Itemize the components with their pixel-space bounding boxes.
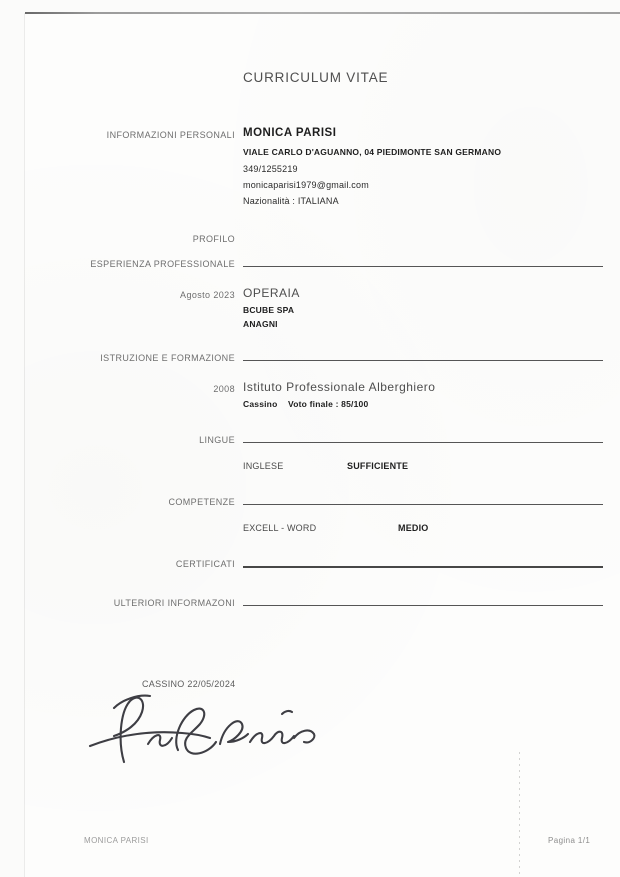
person-email: monicaparisi1979@gmail.com xyxy=(243,180,369,190)
section-label-ulteriori: ULTERIORI INFORMAZONI xyxy=(113,598,235,608)
scan-top-edge-line xyxy=(25,12,620,14)
language-name: INGLESE xyxy=(243,461,284,471)
education-place: Cassino xyxy=(243,399,278,409)
page-title: CURRICULUM VITAE xyxy=(243,70,389,85)
section-rule-esperienza xyxy=(243,266,603,267)
section-label-istruzione: ISTRUZIONE E FORMAZIONE xyxy=(100,353,235,363)
section-rule-ulteriori xyxy=(243,605,603,606)
skill-name: EXCELL - WORD xyxy=(243,523,317,533)
personal-info-label: INFORMAZIONI PERSONALI xyxy=(106,130,235,140)
experience-role: OPERAIA xyxy=(243,286,300,300)
footer-name: MONICA PARISI xyxy=(84,836,149,845)
section-label-lingue: LINGUE xyxy=(199,435,235,445)
footer-page-number: Pagina 1/1 xyxy=(548,836,591,845)
education-grade: Voto finale : 85/100 xyxy=(288,399,369,409)
person-nationality: Nazionalità : ITALIANA xyxy=(243,196,339,206)
scan-crease-mark xyxy=(519,752,520,877)
skill-level: MEDIO xyxy=(398,523,429,533)
person-phone: 349/1255219 xyxy=(243,164,298,174)
section-rule-certificati xyxy=(243,566,603,568)
person-name: MONICA PARISI xyxy=(243,127,337,139)
education-date: 2008 xyxy=(213,384,235,394)
signature-place-date: CASSINO 22/05/2024 xyxy=(142,679,236,689)
section-label-competenze: COMPETENZE xyxy=(168,497,235,507)
section-label-certificati: CERTIFICATI xyxy=(175,559,235,569)
section-rule-istruzione xyxy=(243,360,603,361)
section-label-profilo: PROFILO xyxy=(192,234,235,244)
person-address: VIALE CARLO D'AGUANNO, 04 PIEDIMONTE SAN GERMANO xyxy=(243,147,502,157)
experience-company: BCUBE SPA xyxy=(243,305,295,315)
section-rule-competenze xyxy=(243,504,603,505)
language-level: SUFFICIENTE xyxy=(347,461,409,471)
education-school: Istituto Professionale Alberghiero xyxy=(243,380,436,394)
experience-location: ANAGNI xyxy=(243,319,278,329)
handwritten-signature xyxy=(86,686,326,771)
section-rule-lingue xyxy=(243,442,603,443)
section-label-esperienza: ESPERIENZA PROFESSIONALE xyxy=(90,259,235,269)
experience-date: Agosto 2023 xyxy=(180,290,235,300)
